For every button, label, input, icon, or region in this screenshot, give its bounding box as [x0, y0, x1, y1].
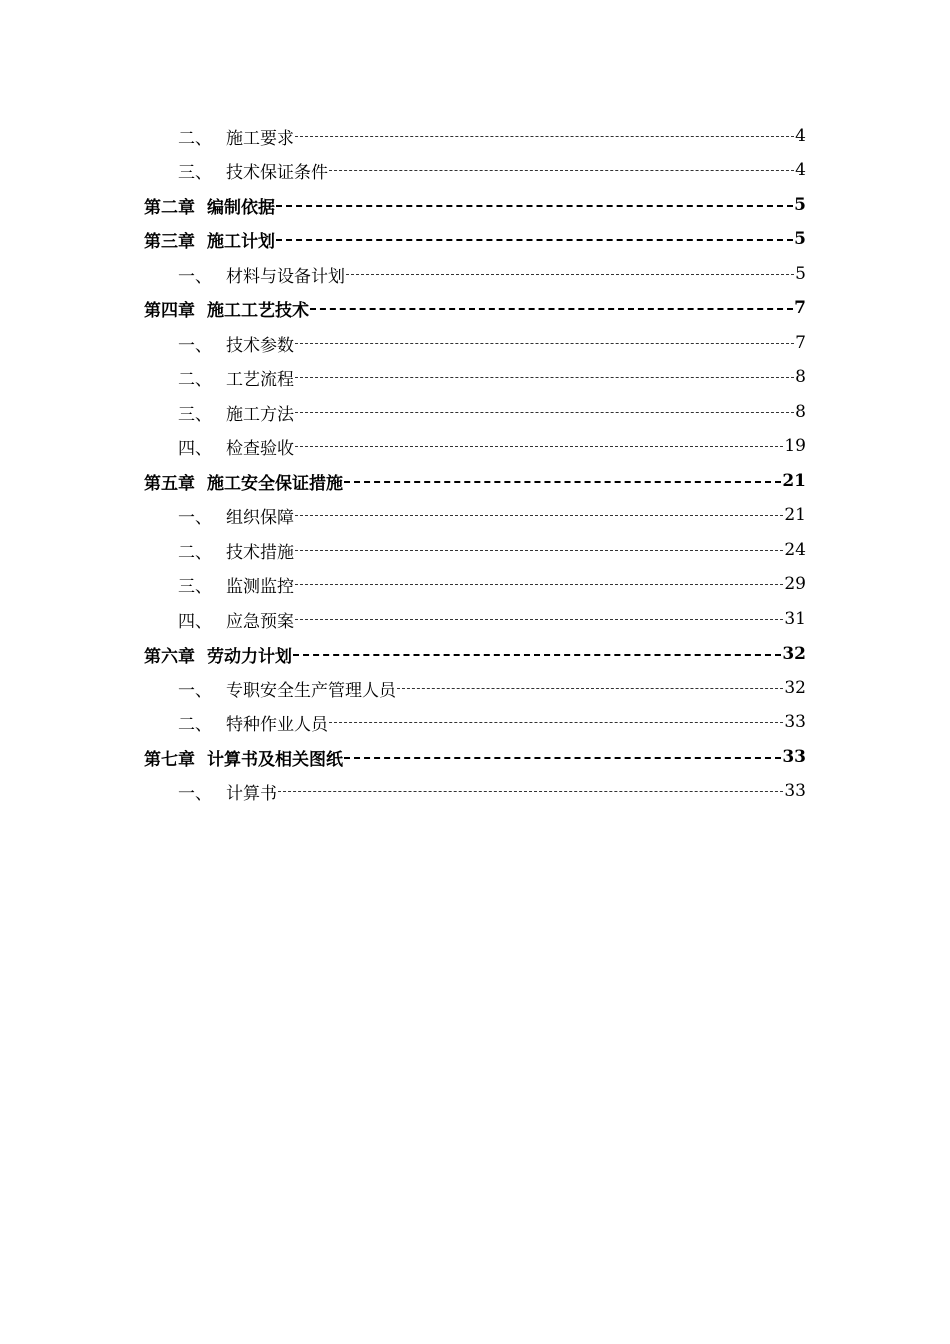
entry-title: 施工要求: [226, 128, 294, 149]
chapter-number: 第二章: [144, 197, 195, 218]
entry-number: 二、: [178, 542, 212, 563]
chapter-number: 第四章: [144, 300, 195, 321]
entry-number: 三、: [178, 404, 212, 425]
entry-title: 特种作业人员: [226, 714, 328, 735]
entry-page: 4: [795, 160, 806, 180]
toc-chapter[interactable]: [144, 637, 806, 671]
dash-leader: [344, 481, 781, 484]
dot-leader: [295, 619, 783, 621]
entry-title: 应急预案: [226, 611, 294, 632]
dot-leader: [295, 584, 783, 586]
chapter-page: 32: [782, 644, 806, 664]
entry-title: 计算书: [226, 783, 277, 804]
entry-title: 材料与设备计划: [226, 266, 345, 287]
dot-leader: [295, 136, 794, 138]
entry-title: 监测监控: [226, 576, 294, 597]
entry-page: 7: [795, 333, 806, 353]
toc-chapter[interactable]: [144, 464, 806, 498]
dash-leader: [276, 205, 793, 208]
entry-number: 二、: [178, 714, 212, 735]
toc-chapter[interactable]: [144, 222, 806, 256]
dot-leader: [295, 412, 794, 414]
entry-page: 32: [784, 678, 806, 698]
entry-page: 19: [784, 436, 806, 456]
entry-page: 5: [795, 264, 806, 284]
entry-title: 技术参数: [226, 335, 294, 356]
dot-leader: [295, 377, 794, 379]
entry-page: 8: [795, 402, 806, 422]
entry-number: 二、: [178, 369, 212, 390]
toc-entry[interactable]: [144, 567, 806, 601]
chapter-number: 第三章: [144, 231, 195, 252]
entry-number: 一、: [178, 266, 212, 287]
entry-number: 二、: [178, 128, 212, 149]
toc-entry[interactable]: [144, 602, 806, 636]
entry-number: 四、: [178, 611, 212, 632]
entry-page: 8: [795, 367, 806, 387]
entry-title: 组织保障: [226, 507, 294, 528]
dot-leader: [329, 722, 783, 724]
entry-number: 一、: [178, 507, 212, 528]
toc-entry[interactable]: [144, 429, 806, 463]
chapter-title: 施工安全保证措施: [207, 473, 343, 494]
chapter-title: 计算书及相关图纸: [207, 749, 343, 770]
toc-entry[interactable]: [144, 360, 806, 394]
entry-title: 检查验收: [226, 438, 294, 459]
chapter-page: 5: [794, 195, 806, 215]
entry-title: 技术保证条件: [226, 162, 328, 183]
chapter-number: 第六章: [144, 646, 195, 667]
toc-entry[interactable]: [144, 395, 806, 429]
chapter-title: 劳动力计划: [207, 646, 292, 667]
toc-entry[interactable]: [144, 671, 806, 705]
dot-leader: [295, 446, 783, 448]
toc-entry[interactable]: [144, 705, 806, 739]
chapter-number: 第五章: [144, 473, 195, 494]
toc-entry[interactable]: [144, 257, 806, 291]
entry-number: 一、: [178, 335, 212, 356]
dot-leader: [295, 343, 794, 345]
entry-number: 四、: [178, 438, 212, 459]
entry-page: 24: [784, 540, 806, 560]
entry-page: 21: [784, 505, 806, 525]
entry-title: 技术措施: [226, 542, 294, 563]
chapter-title: 编制依据: [207, 197, 275, 218]
chapter-page: 33: [782, 747, 806, 767]
toc-entry[interactable]: [144, 533, 806, 567]
dash-leader: [310, 308, 793, 311]
dash-leader: [293, 654, 781, 657]
toc-entry[interactable]: [144, 326, 806, 360]
toc-entry[interactable]: [144, 774, 806, 808]
entry-page: 31: [784, 609, 806, 629]
entry-page: 4: [795, 126, 806, 146]
entry-number: 三、: [178, 576, 212, 597]
chapter-number: 第七章: [144, 749, 195, 770]
chapter-title: 施工计划: [207, 231, 275, 252]
entry-page: 33: [784, 781, 806, 801]
toc-entry[interactable]: [144, 498, 806, 532]
entry-number: 一、: [178, 783, 212, 804]
chapter-page: 21: [782, 471, 806, 491]
toc-entry[interactable]: [144, 119, 806, 153]
toc-entry[interactable]: [144, 153, 806, 187]
toc-chapter[interactable]: [144, 188, 806, 222]
dash-leader: [344, 757, 781, 760]
entry-title: 工艺流程: [226, 369, 294, 390]
chapter-page: 7: [794, 298, 806, 318]
entry-page: 33: [784, 712, 806, 732]
entry-page: 29: [784, 574, 806, 594]
dot-leader: [397, 688, 783, 690]
toc-chapter[interactable]: [144, 291, 806, 325]
dot-leader: [278, 791, 783, 793]
dot-leader: [329, 170, 794, 172]
toc-chapter[interactable]: [144, 740, 806, 774]
chapter-page: 5: [794, 229, 806, 249]
entry-number: 三、: [178, 162, 212, 183]
entry-title: 施工方法: [226, 404, 294, 425]
dot-leader: [295, 515, 783, 517]
entry-number: 一、: [178, 680, 212, 701]
dot-leader: [295, 550, 783, 552]
entry-title: 专职安全生产管理人员: [226, 680, 396, 701]
dot-leader: [346, 274, 794, 276]
chapter-title: 施工工艺技术: [207, 300, 309, 321]
dash-leader: [276, 239, 793, 242]
